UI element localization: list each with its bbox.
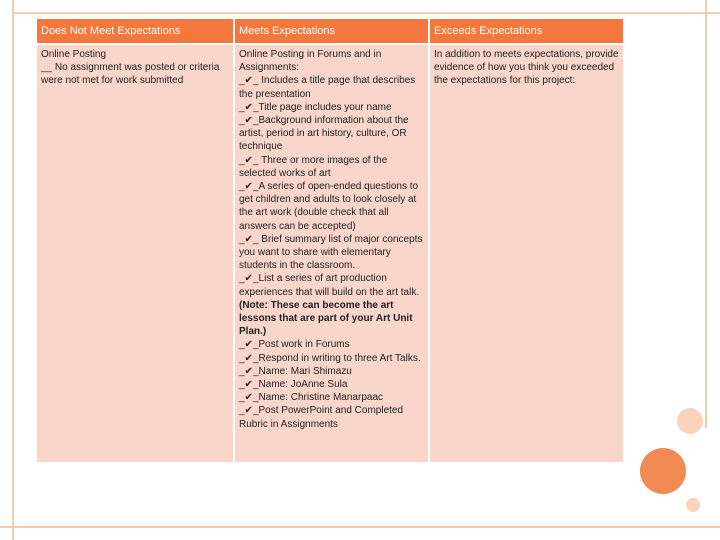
header-meets: Meets Expectations xyxy=(234,18,429,44)
slide-frame-top xyxy=(12,12,720,14)
cell-line: _✔_Post work in Forums xyxy=(239,339,350,351)
cell-line: _✔_Background information about the artist, period in art history, culture, OR technique xyxy=(239,115,409,153)
cell-does-not-meet xyxy=(36,44,234,463)
header-does-not-meet: Does Not Meet Expectations xyxy=(36,18,234,44)
bold-note: (Note: These can become the art lessons that are part of your Art Unit Plan.) xyxy=(239,299,413,338)
cell-line-text: _✔_List a series of art production experiences that will build on the art talk. xyxy=(239,273,420,298)
cell-line: _✔_Respond in writing to three Art Talks. xyxy=(239,352,421,364)
cell-line: In addition to meets expectations, provide evidence of how you think you exceeded the expectations for this project: xyxy=(434,49,619,87)
cell-line: _✔_Name: JoAnne Sula xyxy=(239,379,348,391)
cell-meets xyxy=(234,44,429,463)
decorative-circle-large xyxy=(640,448,686,494)
slide-frame-left xyxy=(12,0,14,540)
rubric-table xyxy=(35,17,625,464)
slide-frame-right xyxy=(705,0,707,428)
cell-line: _✔_ Three or more images of the selected works of art xyxy=(239,154,388,179)
cell-line: _✔_ Brief summary list of major concepts you want to share with elementary students in the classroom. xyxy=(239,233,423,272)
cell-line: _✔_Title page includes your name xyxy=(239,101,392,113)
cell-line: _✔_Name: Christine Manarpaac xyxy=(239,392,383,404)
cell-line: _✔_A series of open-ended questions to get children and adults to look closely at the art work (double check that all answers can be accepted) xyxy=(239,181,419,232)
slide-frame-bottom xyxy=(0,526,720,528)
cell-line: _✔_Name: Mari Shimazu xyxy=(239,365,352,377)
header-exceeds: Exceeds Expectations xyxy=(429,18,624,44)
cell-exceeds xyxy=(429,44,624,463)
cell-line: _✔_ Includes a title page that describes the presentation xyxy=(239,75,416,100)
cell-line: __ No assignment was posted or criteria were not met for work submitted xyxy=(41,62,220,87)
rubric-body-row xyxy=(36,44,624,463)
cell-line-with-note xyxy=(239,272,424,338)
cell-line: Online Posting xyxy=(41,49,107,60)
cell-line: _✔_Post PowerPoint and Completed Rubric in Assignments xyxy=(239,405,404,430)
cell-line: Online Posting in Forums and in Assignments: xyxy=(239,49,382,74)
rubric-header-row xyxy=(36,18,624,44)
decorative-circle-medium xyxy=(677,408,703,434)
decorative-circle-small xyxy=(686,498,700,512)
